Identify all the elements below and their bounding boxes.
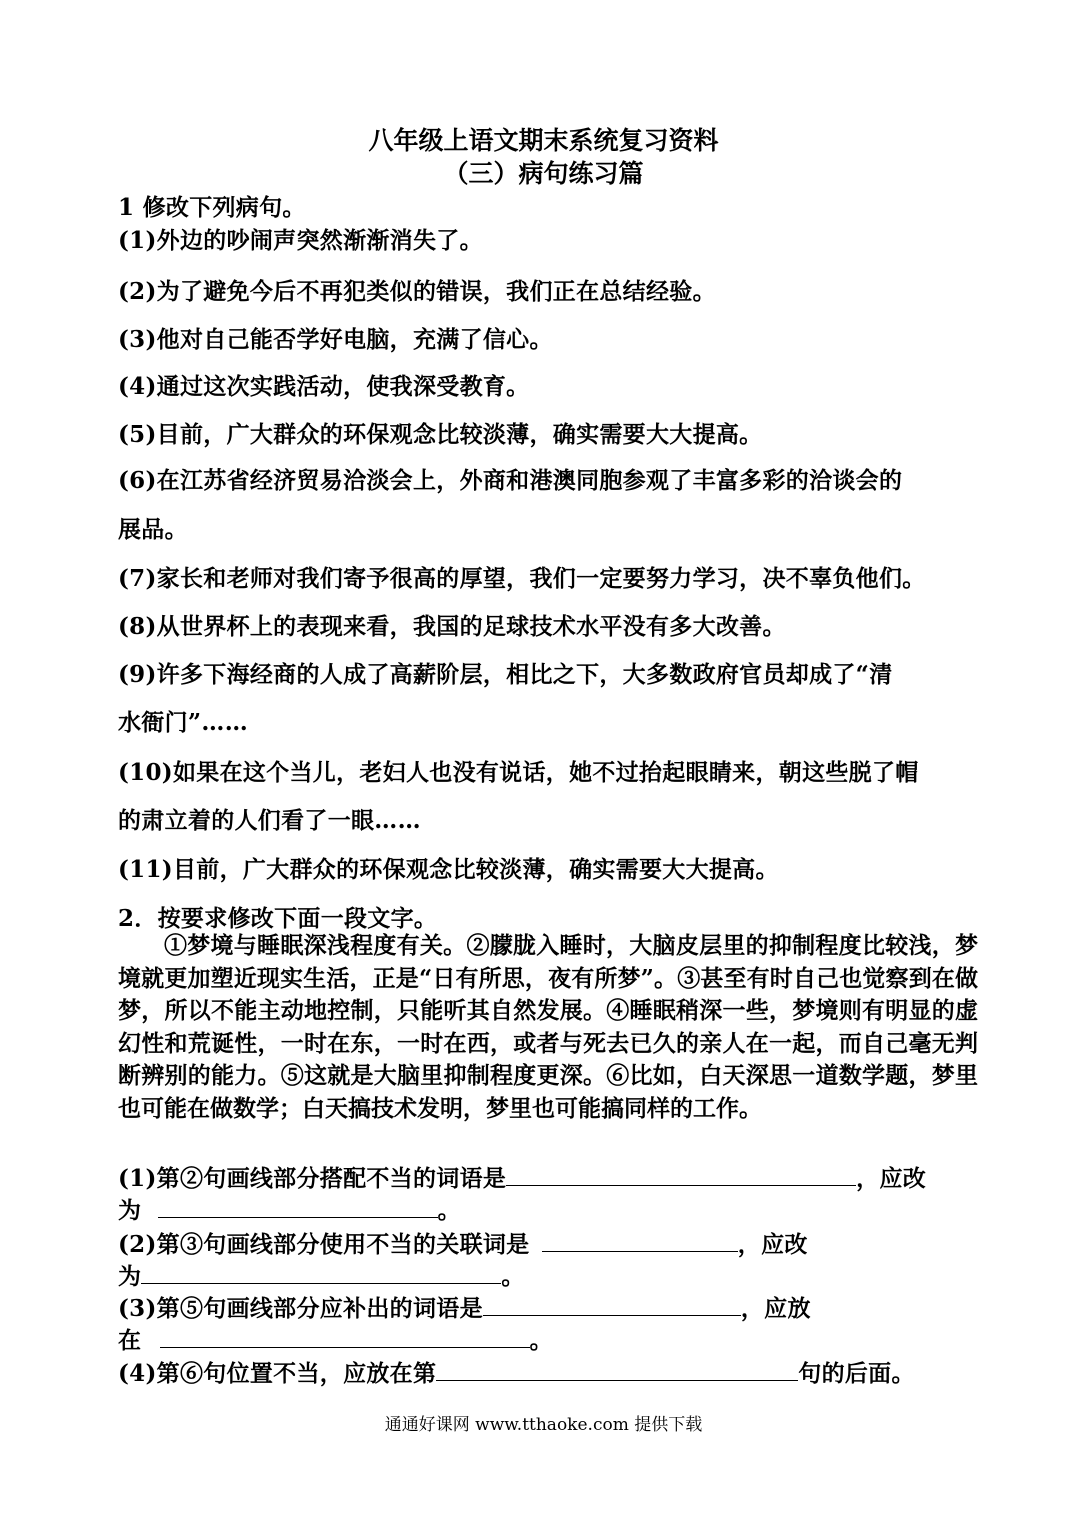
sentence-item: (2)为了避免今后不再犯类似的错误，我们正在总结经验。 (118, 278, 716, 305)
question-4 (118, 1355, 915, 1388)
answer-blank[interactable] (160, 1329, 530, 1348)
answer-blank[interactable] (483, 1297, 741, 1316)
section1-heading: 1 修改下列病句。 (118, 194, 306, 221)
passage-paragraph: ①梦境与睡眠深浅程度有关。②朦胧入睡时，大脑皮层里的抑制程度比较浅，梦境就更加塑近现实生活，正是“日有所思，夜有所梦”。③甚至有时自己也觉察到在做梦，所以不能主动地控制，只能听其自然发展。④睡眠稍深一些，梦境则有明显的虚幻性和荒诞性，一时在东，一时在西，或者与死去已久的亲人在一起，而自己毫无判断辨别的能力。⑤这就是大脑里抑制程度更深。⑥比如，白天深思一道数学题，梦里也可能在做数学；白天搞技术发明，梦里也可能搞同样的工作。 (118, 932, 978, 1122)
answer-blank[interactable] (158, 1199, 438, 1218)
question-2-end: 。 (501, 1263, 525, 1290)
sentence-item: (8)从世界杯上的表现来看，我国的足球技术水平没有多大改善。 (118, 613, 786, 640)
sentence-item: (11)目前，广大群众的环保观念比较淡薄，确实需要大大提高。 (118, 856, 779, 883)
sentence-item: (5)目前，广大群众的环保观念比较淡薄，确实需要大大提高。 (118, 421, 763, 448)
sentence-item: (4)通过这次实践活动，使我深受教育。 (118, 373, 530, 400)
question-2-continued (118, 1258, 525, 1291)
question-2-prompt: (2)第③句画线部分使用不当的关联词是 (118, 1231, 530, 1258)
sentence-item: (7)家长和老师对我们寄予很高的厚望，我们一定要努力学习，决不辜负他们。 (118, 565, 926, 592)
question-1-continued (118, 1192, 461, 1225)
question-2-word: 为 (118, 1263, 142, 1290)
sentence-item: (9)许多下海经商的人成了高薪阶层，相比之下，大多数政府官员却成了“清 (118, 661, 893, 688)
answer-blank[interactable] (506, 1167, 856, 1186)
question-3-end: 。 (529, 1327, 553, 1354)
question-3-suffix: ，应放 (740, 1295, 811, 1322)
question-1-word: 为 (118, 1197, 142, 1224)
document-subtitle: （三）病句练习篇 (443, 159, 644, 188)
sentence-item-continued: 的肃立着的人们看了一眼…… (118, 807, 421, 834)
sentence-item: (10)如果在这个当儿，老妇人也没有说话，她不过抬起眼睛来，朝这些脱了帽 (118, 759, 919, 786)
sentence-item: (1)外边的吵闹声突然渐渐消失了。 (118, 227, 483, 254)
question-3 (118, 1290, 811, 1323)
question-4-prompt: (4)第⑥句位置不当，应放在第 (118, 1360, 437, 1387)
section2-heading: 2．按要求修改下面一段文字。 (118, 905, 438, 932)
page-footer: 通通好课网 www.tthaoke.com 提供下载 (384, 1415, 703, 1435)
document-title: 八年级上语文期末系统复习资料 (368, 126, 719, 155)
question-3-word: 在 (118, 1327, 142, 1354)
question-2 (118, 1226, 808, 1259)
question-1 (118, 1160, 926, 1193)
sentence-item: (6)在江苏省经济贸易洽淡会上，外商和港澳同胞参观了丰富多彩的洽谈会的 (118, 467, 903, 494)
question-4-suffix: 句的后面。 (798, 1360, 915, 1387)
sentence-item: (3)他对自己能否学好电脑，充满了信心。 (118, 326, 553, 353)
sentence-item-continued: 展品。 (118, 516, 188, 543)
question-1-end: 。 (437, 1197, 461, 1224)
sentence-item-continued: 水衙门”…… (118, 709, 249, 736)
question-3-prompt: (3)第⑤句画线部分应补出的词语是 (118, 1295, 483, 1322)
question-1-suffix: ，应改 (856, 1165, 927, 1192)
answer-blank[interactable] (141, 1265, 501, 1284)
question-2-suffix: ，应改 (737, 1231, 808, 1258)
answer-blank[interactable] (542, 1233, 738, 1252)
answer-blank[interactable] (436, 1362, 798, 1381)
question-3-continued (118, 1322, 553, 1355)
question-1-prompt: (1)第②句画线部分搭配不当的词语是 (118, 1165, 507, 1192)
